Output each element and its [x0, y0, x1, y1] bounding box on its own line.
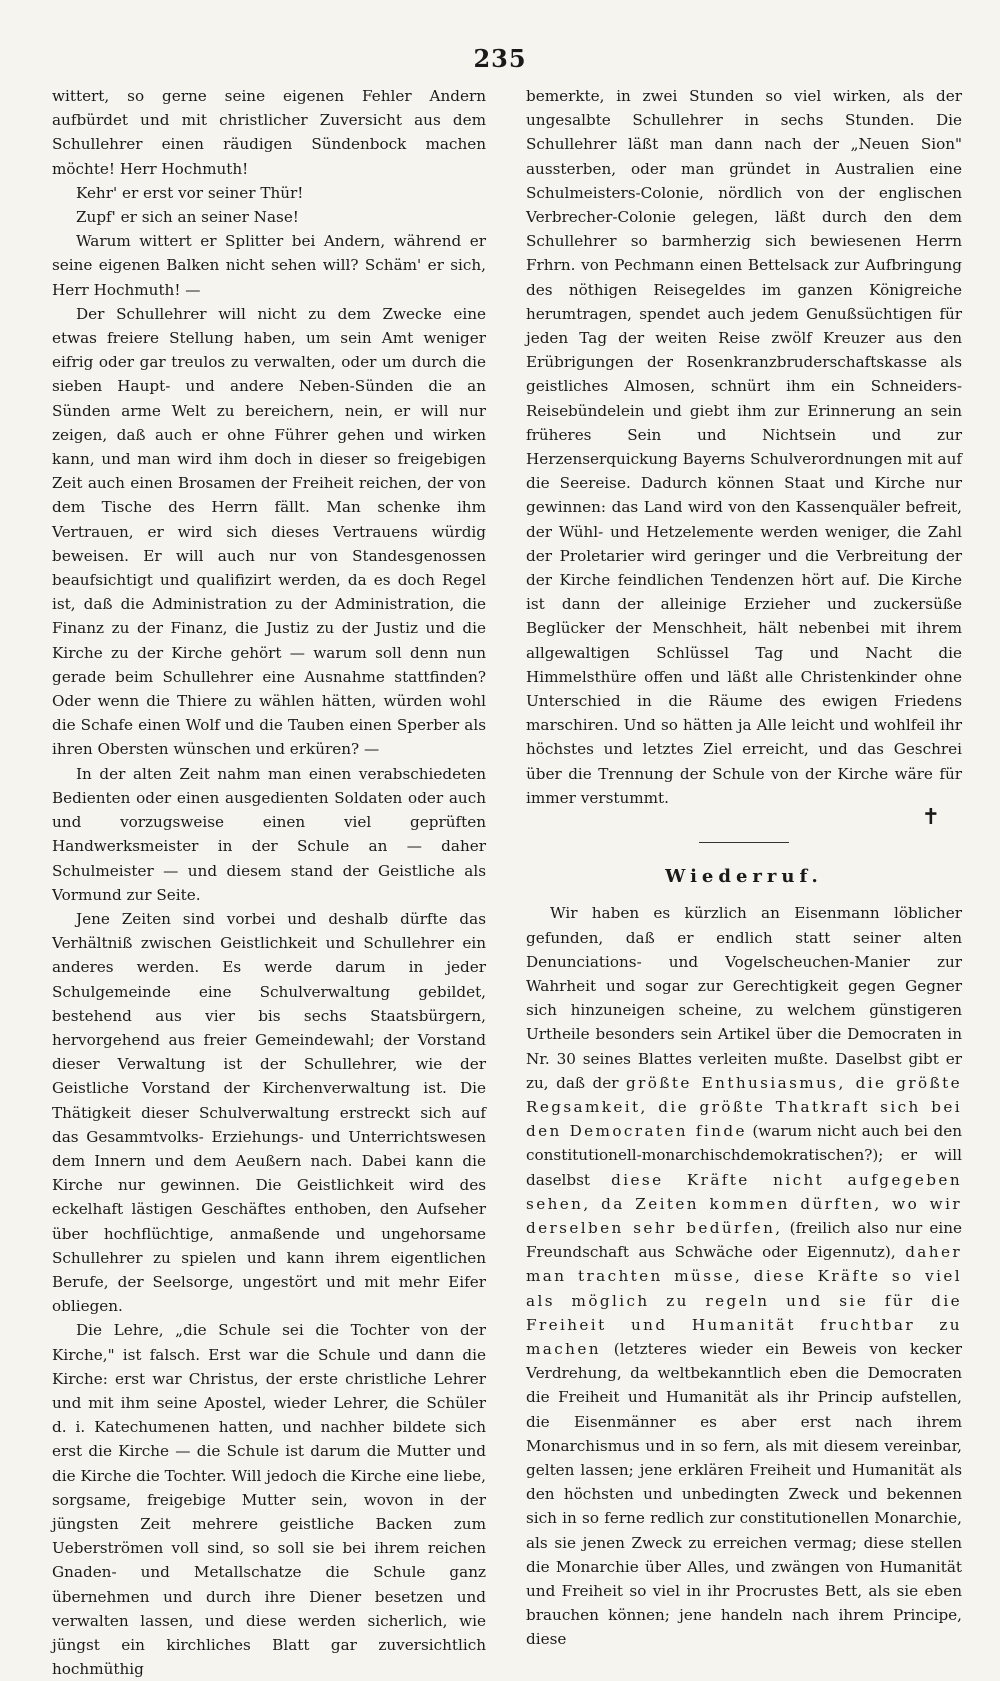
paragraph: Die Lehre, „die Schule sei die Tochter von der Kirche," ist falsch. Erst war die Schule und dann die Kirche: erst war Christus, der erste christliche Lehrer und mit ihm seine Apostel, wieder Lehrer, die Schüler d. i. Katechumenen hatten, und nachher bildete sich erst die Kirche — die Schule ist darum die Mutter und die Kirche die Tochter. Will jedoch die Kirche eine liebe, sorgsame, freigebige Mutter sein, wovon in der jüngsten Zeit mehrere geistliche Backen zum Ueberströmen voll sind, so soll sie bei ihrem reichen Gnaden- und Metallschatze die Schule ganz übernehmen und durch ihre Diener besetzen und verwalten lassen, und diese werden sicherlich, wie jüngst ein kirchliches Blatt gar zuversichtlich hochmüthig — [52, 1321, 486, 1679]
paragraph: Warum wittert er Splitter bei Andern, während er seine eigenen Balken nicht sehen will? Schäm' er sich, Herr Hochmuth! — — [52, 232, 486, 299]
text-run: (warum nicht auch bei den constitutionell-monarchischdemokratischen?); er will daselbst — [526, 1122, 962, 1189]
section-heading: Wiederruf. — [665, 866, 823, 888]
spaced-text-run: daher man trachten müsse, diese Kräfte so viel als möglich zu regeln und sie für die Freiheit und Humanität fruchtbar zu machen — [526, 1243, 962, 1358]
section-divider — [699, 842, 789, 843]
paragraph: wittert, so gerne seine eigenen Fehler Andern aufbürdet und mit christlicher Zuversicht aus dem Schullehrer einen räudigen Sündenbock machen möchte! Herr Hochmuth! — [52, 87, 486, 178]
paragraph: Der Schullehrer will nicht zu dem Zwecke eine etwas freiere Stellung haben, um sein Amt weniger eifrig oder gar treulos zu verwalten, oder um durch die sieben Haupt- und andere Neben-Sünden die an Sünden arme Welt zu bereichern, nein, er will nur zeigen, daß auch er ohne Führer gehen und wirken kann, und man wird ihm doch in dieser so freigebigen Zeit auch einen Brosamen der Freiheit reichen, der von dem Tische des Herrn fällt. Man schenke ihm Vertrauen, er wird sich dieses Vertrauens würdig beweisen. Er will auch nur von Standesgenossen beaufsichtigt und qualifizirt werden, da es doch Regel ist, daß die Administration zu der Administration, die Finanz zu der Finanz, die Justiz zu der Justiz und die Kirche zu der Kirche gehört — warum soll denn nun gerade beim Schullehrer eine Ausnahme stattfinden? Oder wenn die Thiere zu wählen hätten, würden wohl die Schafe einen Wolf und die Tauben einen Sperber als ihren Obersten wünschen und erküren? — — [52, 304, 486, 759]
page-number: 235 — [473, 44, 527, 73]
text-run: (freilich also nur eine Freundschaft aus Schwäche oder Eigennutz), — [526, 1218, 962, 1262]
spaced-text-run: größte Enthusiasmus, die größte Regsamkeit, die größte Thatkraft sich bei den Democraten finde — [526, 1073, 963, 1141]
right-column — [526, 84, 962, 1652]
cross-mark: ✝ — [921, 805, 940, 831]
left-column — [52, 84, 486, 1681]
paragraph: Zupf' er sich an seiner Nase! — [76, 208, 299, 227]
paragraph: Jene Zeiten sind vorbei und deshalb dürfte das Verhältniß zwischen Geistlichkeit und Schullehrer ein anderes werden. Es werde darum in jeder Schulgemeinde eine Schulverwaltung gebildet, bestehend aus vier bis sechs Staatsbürgern, hervorgehend aus freier Gemeindewahl; der Vorstand dieser Verwaltung ist der Schullehrer, wie der Geistliche Vorstand der Kirchenverwaltung ist. Die Thätigkeit dieser Schulverwaltung erstreckt sich auf das Gesammtvolks- Erziehungs- und Unterrichtswesen dem Innern und dem Aeußern nach. Dabei kann die Kirche nur gewinnen. Die Geistlichkeit wird des eckelhaft lästigen Geschäftes enthoben, den Aufseher über hochflüchtige, anmaßende und ungehorsame Schullehrer zu spielen und kann ihrem eigentlichen Berufe, der Seelsorge, ungestört und mit mehr Eifer obliegen. — [52, 909, 486, 1316]
paragraph: In der alten Zeit nahm man einen verabschiedeten Bedienten oder einen ausgedienten Soldaten oder auch und vorzugsweise einen viel geprüften Handwerksmeister in der Schule an — daher Schulmeister — und diesem stand der Geistliche als Vormund zur Seite. — [52, 764, 486, 904]
paragraph: Kehr' er erst vor seiner Thür! — [76, 183, 304, 202]
spaced-text-run: diese Kräfte nicht aufgegeben sehen, da Zeiten kommen dürften, wo wir derselben sehr bedürfen, — [526, 1170, 963, 1237]
section-paragraph — [526, 901, 962, 1651]
paragraph: bemerkte, in zwei Stunden so viel wirken, als der ungesalbte Schullehrer in sechs Stunden. Die Schullehrer läßt man dann nach der „Neuen Sion" aussterben, oder man gründet in Australien eine Schulmeisters-Colonie, nördlich von der englischen Verbrecher-Colonie gelegen, läßt durch den dem Schullehrer so barmherzig sich bewiesenen Herrn Frhrn. von Pechmann einen Bettelsack zur Aufbringung des nöthigen Reisegeldes im ganzen Königreiche herumtragen, spendet auch jedem Genußsüchtigen für jeden Tag der weiten Reise zwölf Kreuzer aus den Erübrigungen der Rosenkranzbruderschaftskasse als geistliches Almosen, schnürt ihm ein Schneiders-Reisebündelein und giebt ihm zur Erinnerung an sein früheres Sein und Nichtsein und zur Herzenserquickung Bayerns Schulverordnungen mit auf die Seereise. Dadurch können Staat und Kirche nur gewinnen: das Land wird von den Kassenquäler befreit, der Wühl- und Hetzelemente werden weniger, die Zahl der Proletarier wird geringer und die Verbreitung der der Kirche feindlichen Tendenzen hört auf. Die Kirche ist dann der alleinige Erzieher und zuckersüße Beglücker der Menschheit, hält nebenbei mit ihrem allgewaltigen Schlüssel Tag und Nacht die Himmelsthüre offen und läßt alle Christenkinder ohne Unterschied in die Räume des ewigen Friedens marschiren. Und so hätten ja Alle leicht und wohlfeil ihr höchstes und letztes Ziel erreicht, und das Geschrei über die Trennung der Schule von der Kirche wäre für immer verstummt. — [526, 87, 962, 807]
text-run: (letzteres wieder ein Beweis von kecker Verdrehung, da weltbekanntlich eben die Democraten die Freiheit und Humanität als ihr Princip aufstellen, die Eisenmänner es aber erst nach ihrem Monarchismus und in so fern, als mit diesem vereinbar, gelten lassen; jene erklären Freiheit und Humanität als den höchsten und unbedingten Zweck und bekennen sich in so ferne redlich zur constitutionellen Monarchie, als sie jenen Zweck zu erreichen vermag; diese stellen die Monarchie über Alles, und zwängen von Humanität und Freiheit so viel in ihr Procrustes Bett, als sie eben brauchen können; jene handeln nach ihrem Principe, diese — [526, 1339, 963, 1649]
text-run: Wir haben es kürzlich an Eisenmann löblicher gefunden, daß er endlich statt seiner alten Denunciations- und Vogelscheuchen-Manier zur Wahrheit und sogar zur Gerechtigkeit gegen Gegner sich hinzuneigen scheine, zu welchem günstigeren Urtheile besonders sein Artikel über die Democraten in Nr. 30 seines Blattes verleiten mußte. Daselbst gibt er zu, daß der — [526, 904, 962, 1092]
